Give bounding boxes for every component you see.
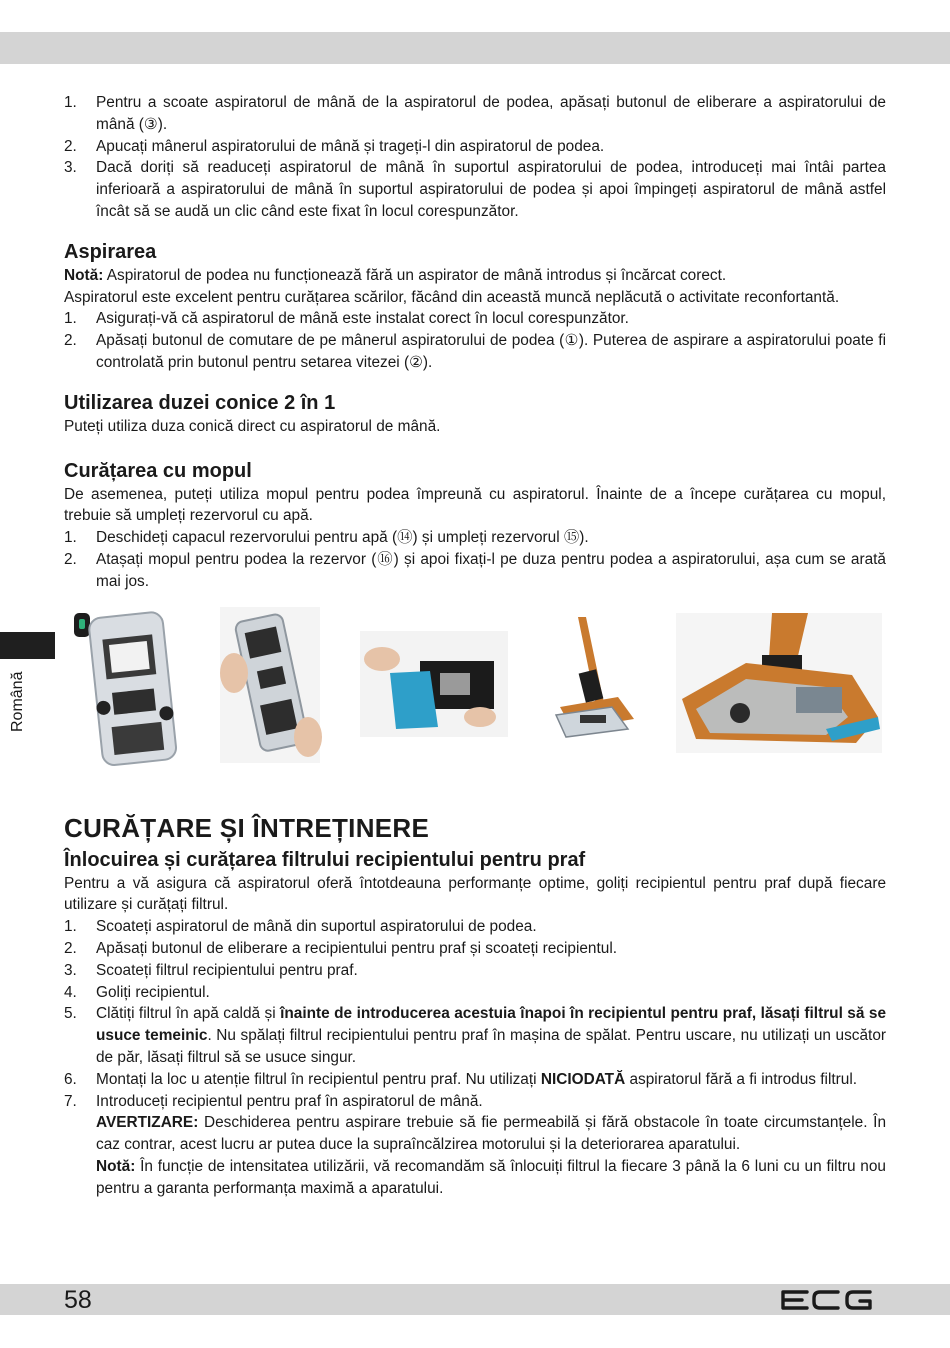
body-paragraph: Pentru a vă asigura că aspiratorul oferă întotdeauna performanțe optime, goliți recipientul pentru praf după fiecare utilizare și curățați filtrul. [64,874,886,914]
list-item: 3. Dacă doriți să readuceți aspiratorul de mână în suportul aspiratorului de podea, introduceți mai întâi partea inferioară a aspiratorului de mână în suportul aspiratorului de podea și apoi împingeți aspiratorul de mână astfel încât să se audă un clic când este fixat în locul corespunzător. [64,159,886,220]
list-item: 5. Clătiți filtrul în apă caldă și înainte de introducerea acestuia înapoi în recipientul pentru praf, lăsați filtrul să se usuce temeinic. Nu spălați filtrul recipientului pentru praf în mașina de spălat. Pentru uscare, nu utilizați un uscător de păr, lăsați filtrul să se usuce singur. [64,1005,887,1066]
list-item: 4. Goliți recipientul. [64,983,210,1001]
aspirarea-steps-list [64,308,886,373]
language-tab-marker [0,632,55,659]
section-maintenance [64,811,886,1200]
mop-steps-list [64,527,886,592]
language-side-label: Română [9,671,26,732]
list-item: 1. Asigurați-vă că aspiratorul de mână este instalat corect în locul corespunzător. [64,310,629,328]
section-duza [64,390,886,438]
list-item: 2. Apăsați butonul de comutare de pe mânerul aspiratorului de podea (①). Puterea de aspirare a aspiratorului poate fi controlată prin butonul pentru setarea vitezei (②). [64,332,886,371]
note-paragraph: Notă: Aspiratorul de podea nu funcționează fără un aspirator de mână introdus și încărcat corect. [64,266,727,284]
mop-assembly-photos [64,607,886,783]
filter-steps-list [64,916,886,1199]
list-item: 2. Apăsați butonul de eliberare a recipientului pentru praf și scoateți recipientul. [64,939,618,957]
list-item: 1. Pentru a scoate aspiratorul de mână de la aspiratorul de podea, apăsați butonul de eliberare a aspiratorului de mână (③). [64,94,886,133]
page-number: 58 [64,1286,92,1314]
section-heading: Aspirarea [64,240,157,263]
release-steps-list [64,92,886,223]
section-mop [64,458,886,593]
body-paragraph: Aspiratorul este excelent pentru curățarea scărilor, făcând din această muncă neplăcută o activitate reconfortantă. [64,288,840,306]
top-header-band [0,32,950,64]
list-item: 1. Deschideți capacul rezervorului pentru apă (⑭) și umpleți rezervorul ⑮). [64,529,589,547]
page-content [64,92,886,1200]
section-heading: Utilizarea duzei conice 2 în 1 [64,391,336,414]
body-paragraph: Puteți utiliza duza conică direct cu aspiratorul de mână. [64,417,441,435]
list-item: 7. Introduceți recipientul pentru praf în aspiratorul de mână. AVERTIZARE: Deschiderea pentru aspirare trebuie să fie permeabilă și fără obstacole în toate circumstanțele. În caz contrar, acest lucru ar putea duce la supraîncălzirea motorului și la deteriorarea aparatului. Notă: În funcție de intensitatea utilizării, vă recomandăm să înlocuiți filtrul la fiecare 3 până la 6 luni cu un filtru nou pentru a garanta performanța maximă a aparatului. [64,1091,886,1200]
filter-replacement-note: Notă: În funcție de intensitatea utilizării, vă recomandăm să înlocuiți filtrul la fiecare 3 până la 6 luni cu un filtru nou pentru a garanta performanța maximă a aparatului. [96,1157,886,1197]
list-item: 1. Scoateți aspiratorul de mână din suportul aspiratorului de podea. [64,918,537,936]
water-tank-photo [68,607,178,767]
list-item: 2. Atașați mopul pentru podea la rezervor (⑯) și apoi fixați-l pe duza pentru podea a aspiratorului, așa cum se arată mai jos. [64,550,886,590]
mop-pad-attach-photo [360,631,508,737]
list-item: 6. Montați la loc u atenție filtrul în recipientul pentru praf. Nu utilizați NICIODATĂ aspiratorul fără a fi introdus filtrul. [64,1070,858,1088]
assembled-vacuum-photo [676,613,882,753]
body-paragraph: De asemenea, puteți utiliza mopul pentru podea împreună cu aspiratorul. Înainte de a începe curățarea cu mopul, trebuie să umpleți rezervorul cu apă. [64,485,886,525]
section-aspirarea [64,239,886,374]
ecg-logo [780,1289,875,1311]
section-heading: Curățarea cu mopul [64,459,252,482]
list-item: 3. Scoateți filtrul recipientului pentru praf. [64,961,358,979]
warning-note: AVERTIZARE: Deschiderea pentru aspirare trebuie să fie permeabilă și fără obstacole în toate circumstanțele. În caz contrar, acest lucru ar putea duce la supraîncălzirea motorului și la deteriorarea aparatului. [96,1114,886,1154]
floor-head-with-tank-photo [542,611,642,739]
list-item: 2. Apucați mânerul aspiratorului de mână și trageți-l din aspiratorul de podea. [64,137,605,155]
hands-holding-tank-photo [220,607,320,763]
section-heading: Înlocuirea și curățarea filtrului recipientului pentru praf [64,848,586,871]
chapter-title: CURĂȚARE ȘI ÎNTREȚINERE [64,812,430,843]
